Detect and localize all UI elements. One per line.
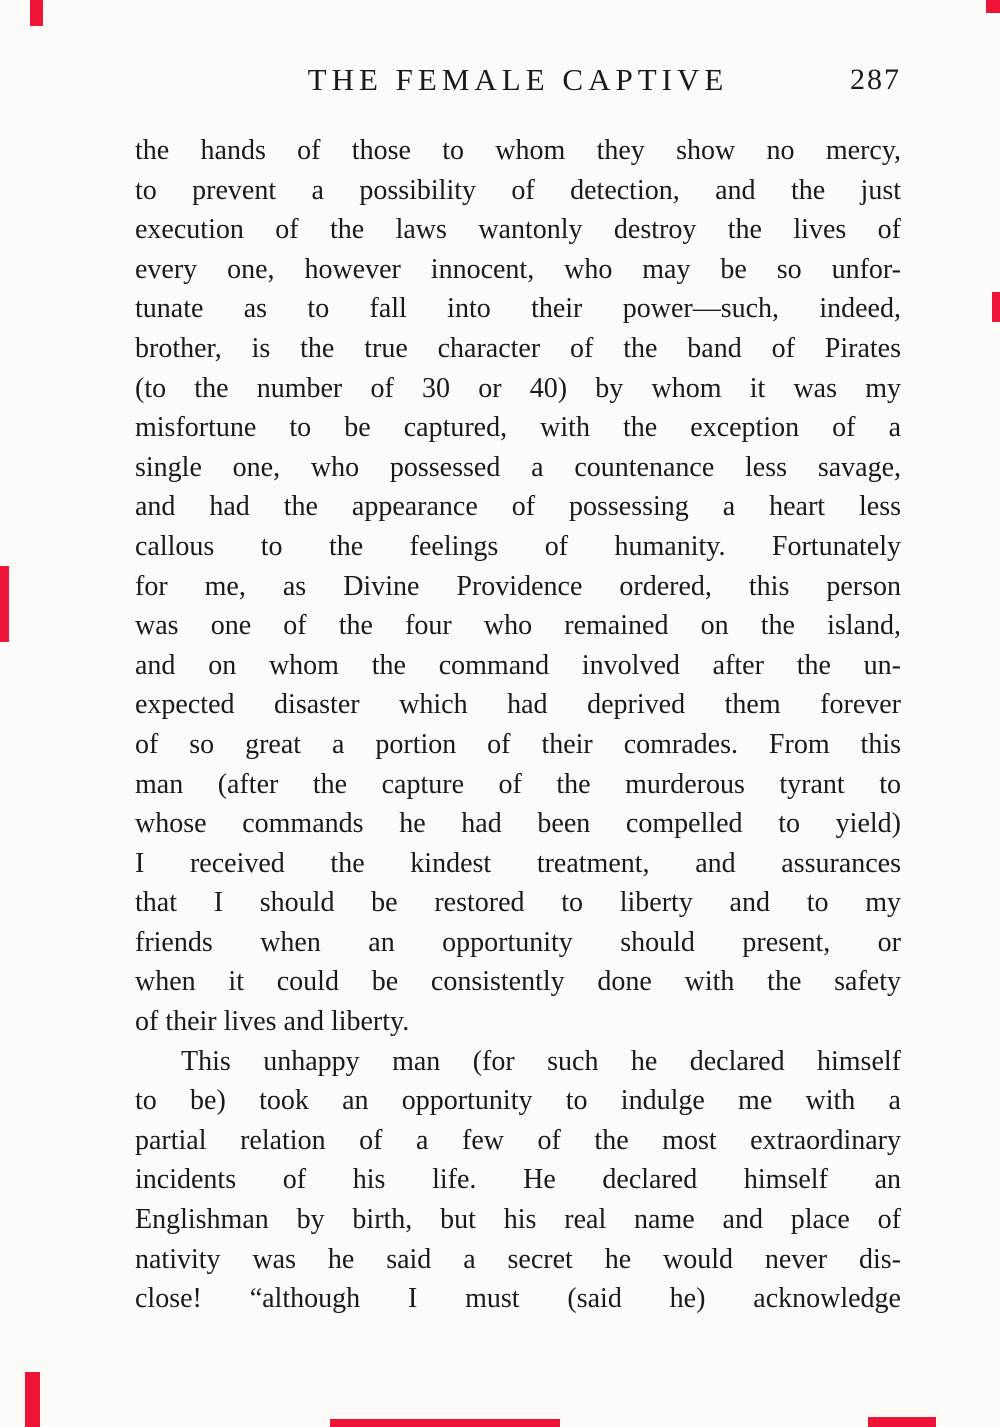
scan-artifact xyxy=(986,0,1000,13)
text-line: man (after the capture of the murderous tyrant to xyxy=(135,768,901,800)
text-line: was one of the four who remained on the island, xyxy=(135,610,901,642)
paragraph xyxy=(135,1042,901,1319)
text-line: nativity was he said a secret he would never dis- xyxy=(135,1243,901,1275)
text-line: every one, however innocent, who may be so unfor- xyxy=(135,253,901,285)
text-line: and on whom the command involved after the un- xyxy=(135,649,901,681)
scan-artifact xyxy=(30,0,43,26)
text-line: incidents of his life. He declared himself an xyxy=(135,1164,901,1196)
text-line: brother, is the true character of the band of Pirates xyxy=(135,332,901,364)
scan-artifact xyxy=(25,1372,40,1427)
text-line: for me, as Divine Providence ordered, this person xyxy=(135,570,901,602)
text-line: that I should be restored to liberty and to my xyxy=(135,887,901,919)
text-line: close! “although I must (said he) acknowledge xyxy=(135,1283,901,1315)
text-line: misfortune to be captured, with the exception of a xyxy=(135,412,901,444)
scan-artifact xyxy=(868,1417,936,1427)
text-line: This unhappy man (for such he declared himself xyxy=(181,1045,901,1077)
text-line: to prevent a possibility of detection, and the just xyxy=(135,174,901,206)
text-line: of so great a portion of their comrades. From this xyxy=(135,728,901,760)
text-line: callous to the feelings of humanity. Fortunately xyxy=(135,530,901,562)
page-number: 287 xyxy=(850,63,901,96)
text-line: when it could be consistently done with the safety xyxy=(135,966,901,998)
text-line: partial relation of a few of the most extraordinary xyxy=(135,1124,901,1156)
text-line: I received the kindest treatment, and assurances xyxy=(135,847,901,879)
text-line: expected disaster which had deprived them forever xyxy=(135,689,901,721)
text-line: whose commands he had been compelled to yield) xyxy=(135,808,901,840)
text-line: (to the number of 30 or 40) by whom it was my xyxy=(135,372,901,404)
text-line: of their lives and liberty. xyxy=(135,1006,410,1038)
text-line: the hands of those to whom they show no mercy, xyxy=(135,135,901,166)
text-line: and had the appearance of possessing a heart less xyxy=(135,491,901,523)
paragraph xyxy=(135,131,901,1042)
text-line: friends when an opportunity should present, or xyxy=(135,926,901,958)
scan-artifact xyxy=(0,566,9,642)
text-line: Englishman by birth, but his real name and place of xyxy=(135,1204,901,1236)
text-line: execution of the laws wantonly destroy the lives of xyxy=(135,214,901,246)
text-line: tunate as to fall into their power—such, indeed, xyxy=(135,293,901,325)
page-header xyxy=(135,62,901,104)
text-line: to be) took an opportunity to indulge me with a xyxy=(135,1085,901,1117)
text-line: single one, who possessed a countenance less savage, xyxy=(135,451,901,483)
scan-artifact xyxy=(992,292,1000,322)
scan-artifact xyxy=(330,1419,560,1427)
body-text xyxy=(135,131,901,1319)
running-title: THE FEMALE CAPTIVE xyxy=(307,62,729,97)
